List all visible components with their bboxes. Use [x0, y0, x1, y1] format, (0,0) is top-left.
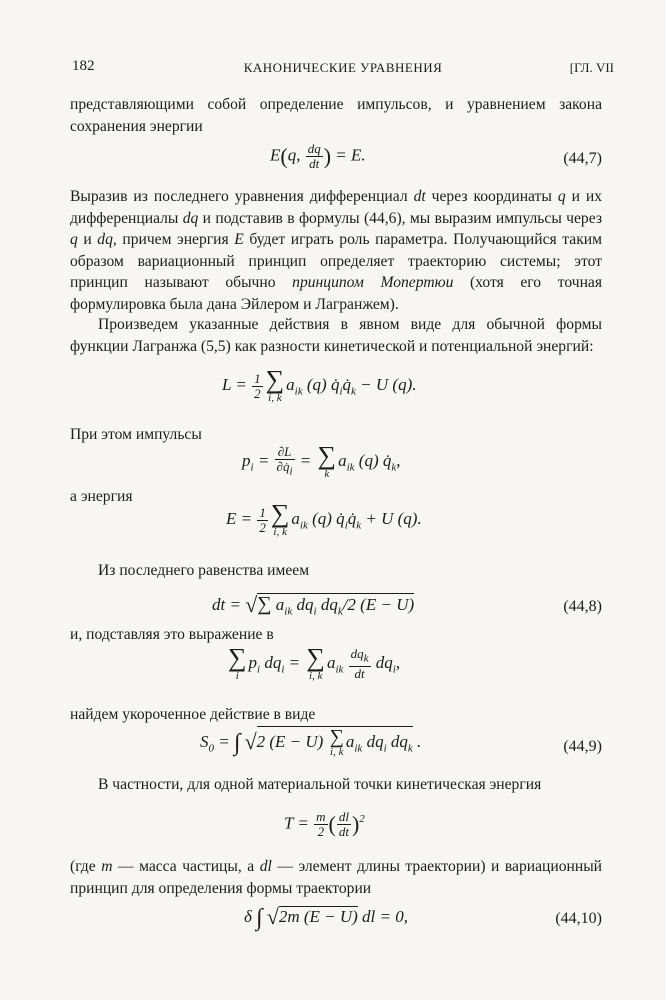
equation-number-44-7: (44,7) [563, 150, 602, 167]
equation-dt: dt = √∑ $a_{ik}$ $dq_i$ $dq_k/2$ (E − U) [212, 592, 414, 620]
paragraph-9: В частности, для одной материальной точки кинетическая энергия [98, 776, 542, 793]
paragraph-2: Выразив из последнего уравнения дифференциал dt через координаты q и их дифференциалы dq и подставив в формулы (44,6), мы выразим импульсы через q и dq, причем энергия E будет играть роль параметра. Получающийся таким образом вариационный принцип определяет траекторию системы; этот принцип называют обычно принципом Мопертюи (хотя его точная формулировка была дана Эйлером и Лагранжем). [70, 188, 603, 313]
equation-lagrangian: L = $\frac{1}{2}$ ∑ i, k $a_{ik}$ (q) $q̇_iq̇_k - U$ (q). [222, 365, 417, 404]
equation-number-44-8: (44,8) [563, 598, 602, 615]
chapter-label: [ГЛ. VII [569, 60, 614, 75]
equation-abbreviated-action: $S_0$ = ∫ √2 (E − U) ∑ i, k $a_{ik}$ $dq_i$ $dq_k$ . [200, 726, 422, 758]
equation-maupertuis-principle: δ ∫ √2m (E − U) dl = 0, [244, 904, 408, 931]
paragraph-10: (где m — масса частицы, а dl — элемент длины траектории) и вариационный принцип для определения формы траектории [70, 858, 603, 897]
chapter-title: КАНОНИЧЕСКИЕ УРАВНЕНИЯ [243, 60, 443, 75]
paragraph-7: и, подставляя это выражение в [70, 626, 274, 643]
emphasis-maupertuis: принципом Мопертюи [292, 274, 454, 292]
running-header [72, 58, 614, 80]
equation-energy: E = $\frac{1}{2}$ ∑ i, k $a_{ik}$ (q) $q̇_iq̇_k + U$ (q). [226, 499, 422, 538]
equation-momenta: $p_i$ = $\frac{\partial L}{\partial q̇_i}$ = ∑ k $a_{ik}$ (q) $q̇_k$, [242, 441, 401, 480]
equation-number-44-10: (44,10) [555, 910, 602, 927]
equation-kinetic-energy: T = $\frac{m}{2}$ ( $\frac{dl}{dt}$ )$^2$ [284, 809, 365, 839]
paragraph-6: Из последнего равенства имеем [98, 562, 310, 579]
paragraph-5: а энергия [70, 488, 133, 505]
equation-substitution: ∑ i $p_i$ $dq_i$ = ∑ i, k $a_{ik}$ $\frac{dq_k}{dt}$ $dq_i$, [228, 643, 401, 682]
paragraph-8: найдем укороченное действие в виде [70, 706, 316, 723]
page-number: 182 [72, 58, 95, 74]
equation-number-44-9: (44,9) [563, 738, 602, 755]
equation-energy-conservation: E(q, $\frac{dq}{dt}$ ) = E. [270, 141, 366, 171]
paragraph-4: При этом импульсы [70, 426, 202, 443]
paragraph-3: Произведем указанные действия в явном виде для обычной формы функции Лагранжа (5,5) как разности кинетической и потенциальной энергий: [70, 316, 602, 355]
paragraph-1: представляющими собой определение импульсов, и уравнением закона сохранения энергии [70, 96, 602, 135]
